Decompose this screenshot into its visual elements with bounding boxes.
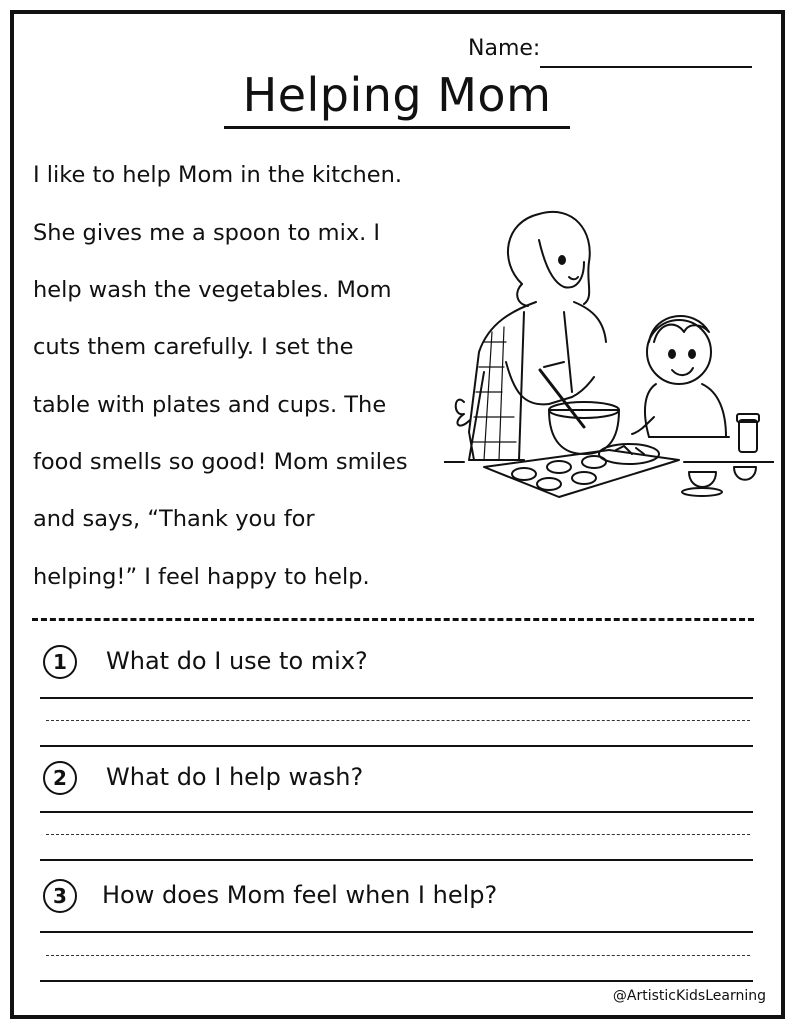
story-line: She gives me a spoon to mix. I bbox=[33, 220, 381, 246]
mom-and-child-kitchen-illustration bbox=[444, 192, 774, 512]
answer-line-mid[interactable] bbox=[46, 720, 750, 721]
question-number-badge: 2 bbox=[43, 761, 77, 795]
story-line: and says, “Thank you for bbox=[33, 506, 315, 532]
answer-line-bottom[interactable] bbox=[40, 859, 753, 861]
question-number-badge: 1 bbox=[43, 645, 77, 679]
answer-line-bottom[interactable] bbox=[40, 745, 753, 747]
story-line: cuts them carefully. I set the bbox=[33, 334, 354, 360]
story-line: table with plates and cups. The bbox=[33, 392, 387, 418]
answer-line-mid[interactable] bbox=[46, 834, 750, 835]
credit-text: @ArtisticKidsLearning bbox=[612, 988, 766, 1004]
story-line: I like to help Mom in the kitchen. bbox=[33, 162, 403, 188]
answer-line-top[interactable] bbox=[40, 931, 753, 933]
answer-line-mid[interactable] bbox=[46, 955, 750, 956]
question-text: What do I help wash? bbox=[106, 763, 364, 791]
story-line: help wash the vegetables. Mom bbox=[33, 277, 392, 303]
name-label: Name: bbox=[468, 36, 541, 61]
answer-line-top[interactable] bbox=[40, 811, 753, 813]
answer-line-bottom[interactable] bbox=[40, 980, 753, 982]
title-underline bbox=[224, 126, 570, 129]
question-text: How does Mom feel when I help? bbox=[102, 881, 498, 909]
answer-line-top[interactable] bbox=[40, 697, 753, 699]
section-divider bbox=[32, 618, 754, 621]
story-line: helping!” I feel happy to help. bbox=[33, 564, 370, 590]
question-text: What do I use to mix? bbox=[106, 647, 368, 675]
story-line: food smells so good! Mom smiles bbox=[33, 449, 408, 475]
question-number-badge: 3 bbox=[43, 879, 77, 913]
page-title: Helping Mom bbox=[242, 68, 552, 122]
